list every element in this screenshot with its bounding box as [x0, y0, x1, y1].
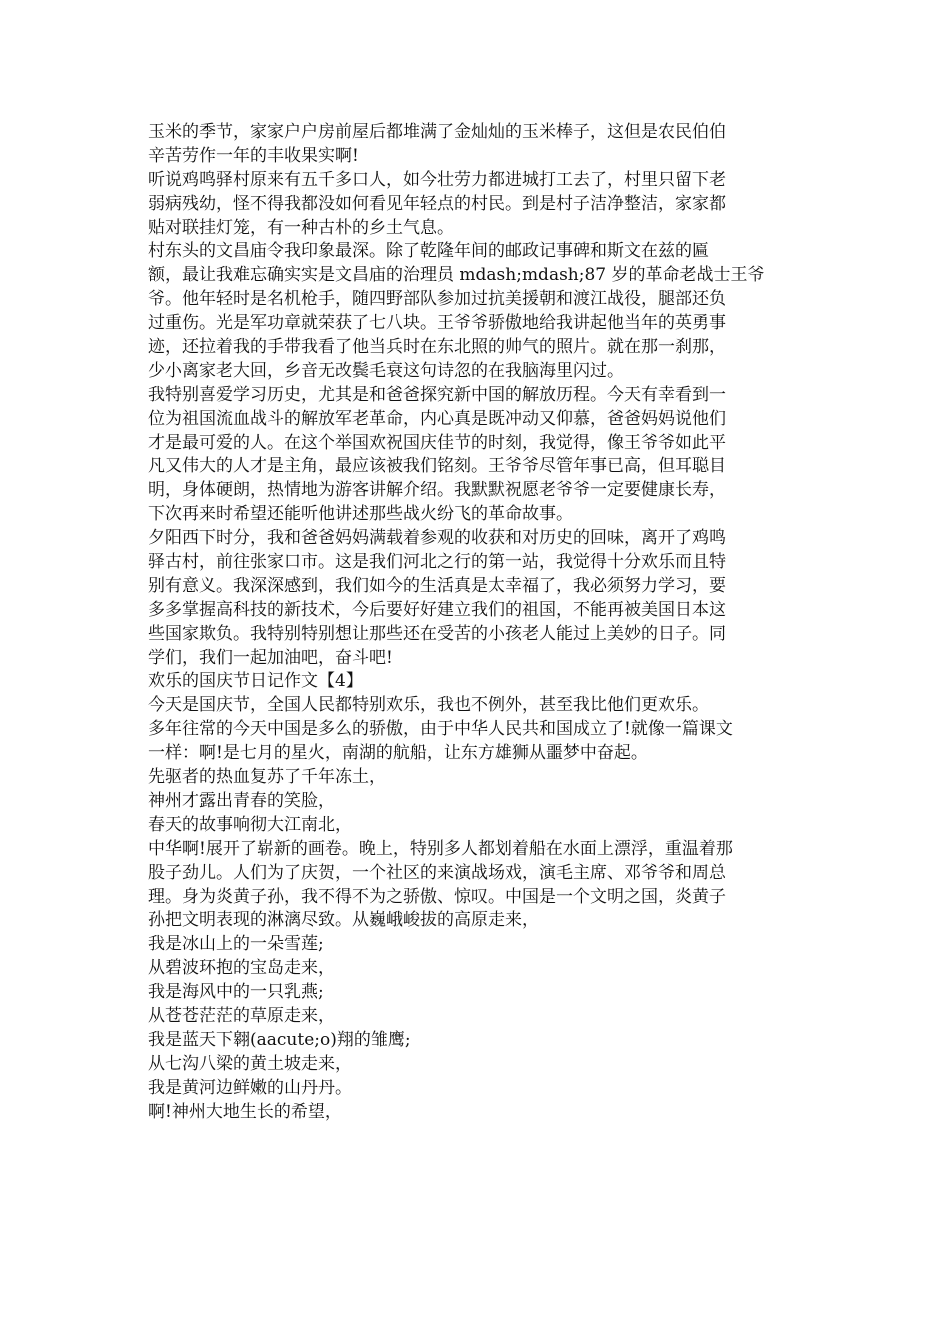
- text-line: 下次再来时希望还能听他讲述那些战火纷飞的革命故事。: [148, 504, 573, 525]
- text-line: 明，身体硬朗，热情地为游客讲解介绍。我默默祝愿老爷爷一定要健康长寿，: [148, 480, 726, 501]
- text-line: 我是海风中的一只乳燕;: [148, 982, 324, 1003]
- text-line: 村东头的文昌庙令我印象最深。除了乾隆年间的邮政记事碑和斯文在兹的匾: [148, 241, 709, 262]
- text-line: 学们，我们一起加油吧，奋斗吧!: [148, 647, 393, 668]
- text-line: 今天是国庆节，全国人民都特别欢乐，我也不例外，甚至我比他们更欢乐。: [148, 695, 709, 716]
- text-line: 位为祖国流血战斗的解放军老革命，内心真是既冲动又仰慕，爸爸妈妈说他们: [148, 408, 726, 429]
- text-line: 我是冰山上的一朵雪莲;: [148, 934, 324, 955]
- text-line: 爷。他年轻时是名机枪手，随四野部队参加过抗美援朝和渡江战役，腿部还负: [148, 289, 726, 310]
- text-line: 啊!神州大地生长的希望，: [148, 1101, 342, 1122]
- text-line: 从碧波环抱的宝岛走来，: [148, 958, 335, 979]
- text-line: 弱病残幼，怪不得我都没如何看见年轻点的村民。到是村子洁净整洁，家家都: [148, 193, 726, 214]
- text-line: 多多掌握高科技的新技术，今后要好好建立我们的祖国，不能再被美国日本这: [148, 599, 726, 620]
- text-line: 些国家欺负。我特别特别想让那些还在受苦的小孩老人能过上美妙的日子。同: [148, 623, 726, 644]
- text-line: 凡又伟大的人才是主角，最应该被我们铭刻。王爷爷尽管年事已高，但耳聪目: [148, 456, 726, 477]
- text-line: 才是最可爱的人。在这个举国欢祝国庆佳节的时刻，我觉得，像王爷爷如此平: [148, 432, 726, 453]
- text-line: 股子劲儿。人们为了庆贺，一个社区的来演战场戏，演毛主席、邓爷爷和周总: [148, 862, 726, 883]
- text-line: 辛苦劳作一年的丰收果实啊!: [148, 145, 359, 166]
- text-line: 多年往常的今天中国是多么的骄傲，由于中华人民共和国成立了!就像一篇课文: [148, 719, 733, 740]
- text-line: 听说鸡鸣驿村原来有五千多口人，如今壮劳力都进城打工去了，村里只留下老: [148, 169, 726, 190]
- text-line: 一样：啊!是七月的星火，南湖的航船，让东方雄狮从噩梦中奋起。: [148, 743, 648, 764]
- text-line: 玉米的季节，家家户户房前屋后都堆满了金灿灿的玉米棒子，这但是农民伯伯: [148, 122, 726, 142]
- text-line: 神州才露出青春的笑脸，: [148, 790, 335, 811]
- text-line: 少小离家老大回，乡音无改鬓毛衰这句诗忽的在我脑海里闪过。: [148, 360, 624, 381]
- text-line: 驿古村，前往张家口市。这是我们河北之行的第一站，我觉得十分欢乐而且特: [148, 552, 726, 573]
- text-line: 别有意义。我深深感到，我们如今的生活真是太幸福了，我必须努力学习，要: [148, 575, 726, 596]
- text-line: 春天的故事响彻大江南北，: [148, 814, 352, 835]
- text-line: 我是黄河边鲜嫩的山丹丹。: [148, 1077, 352, 1098]
- text-line: 先驱者的热血复苏了千年冻土，: [148, 767, 386, 788]
- text-line: 迹，还拉着我的手带我看了他当兵时在东北照的帅气的照片。就在那一刹那，: [148, 337, 726, 358]
- text-line: 额，最让我难忘确实实是文昌庙的治理员 mdash;mdash;87 岁的革命老战士王爷: [148, 265, 765, 286]
- text-line: 欢乐的国庆节日记作文【4】: [148, 671, 363, 692]
- text-line: 夕阳西下时分，我和爸爸妈妈满载着参观的收获和对历史的回味，离开了鸡鸣: [148, 528, 726, 549]
- text-line: 中华啊!展开了崭新的画卷。晚上，特别多人都划着船在水面上漂浮，重温着那: [148, 838, 733, 859]
- text-line: 从苍苍茫茫的草原走来，: [148, 1005, 335, 1026]
- text-line: 我特别喜爱学习历史，尤其是和爸爸探究新中国的解放历程。今天有幸看到一: [148, 384, 726, 405]
- text-line: 孙把文明表现的淋漓尽致。从巍峨峻拔的高原走来，: [148, 910, 539, 931]
- document-body: [148, 121, 808, 1124]
- text-line: 贴对联挂灯笼，有一种古朴的乡土气息。: [148, 217, 454, 238]
- text-line: 理。身为炎黄子孙，我不得不为之骄傲、惊叹。中国是一个文明之国，炎黄子: [148, 886, 726, 907]
- text-line: 从七沟八梁的黄土坡走来，: [148, 1053, 352, 1074]
- text-line: 我是蓝天下翱(aacute;o)翔的雏鹰;: [148, 1029, 411, 1050]
- text-line: 过重伤。光是军功章就荣获了七八块。王爷爷骄傲地给我讲起他当年的英勇事: [148, 313, 726, 334]
